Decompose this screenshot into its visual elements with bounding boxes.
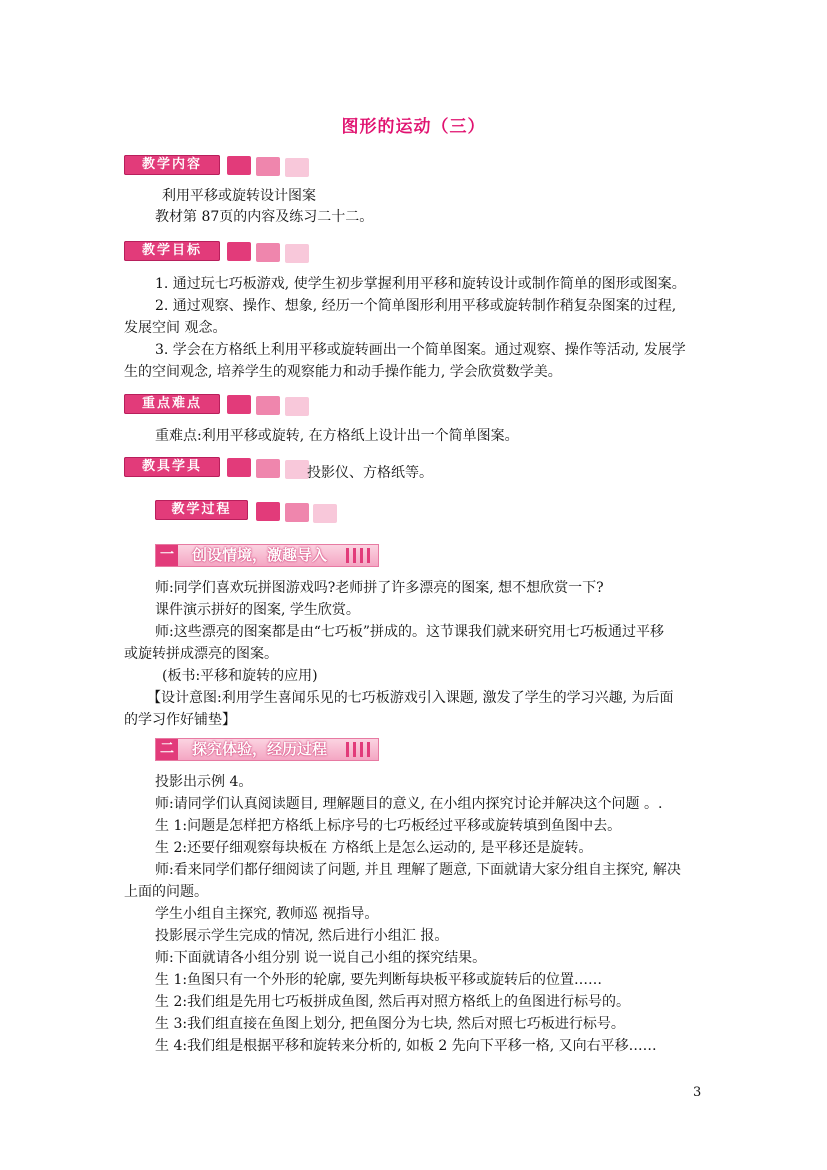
process-line: 生 4:我们组是根据平移和旋转来分析的, 如板 2 先向下平移一格, 又向右平移…… (155, 1038, 657, 1054)
goal-line: 生的空间观念, 培养学生的观察能力和动手操作能力, 学会欣赏数学美。 (124, 364, 562, 380)
process-line: 上面的问题。 (124, 884, 208, 900)
decor-bars (346, 548, 374, 563)
process-line: 生 3:我们组直接在鱼图上划分, 把鱼图分为七块, 然后对照七巧板进行标号。 (155, 1016, 625, 1032)
process-line: 师:这些漂亮的图案都是由“七巧板”拼成的。这节课我们就来研究用七巧板通过平移 (155, 624, 665, 640)
process-line: 投影展示学生完成的情况, 然后进行小组汇 报。 (155, 928, 449, 944)
process-line: 师:下面就请各小组分别 说一说自己小组的探究结果。 (155, 950, 487, 966)
step-number: 一 (156, 545, 178, 566)
process-line: 的学习作好铺垫】 (124, 712, 236, 728)
decor-square (313, 504, 337, 523)
page-title: 图形的运动（三） (341, 117, 486, 137)
goal-line: 2. 通过观察、操作、想象, 经历一个简单图形利用平移或旋转制作稍复杂图案的过程, (155, 298, 677, 314)
process-line: 师:同学们喜欢玩拼图游戏吗?老师拼了许多漂亮的图案, 想不想欣赏一下? (155, 580, 604, 596)
decor-square (256, 459, 280, 478)
step-banner-1 (155, 544, 379, 567)
section-label-process: 教学过程 (155, 500, 248, 520)
decor-square (285, 158, 309, 177)
section-label-tools: 教具学具 (124, 457, 220, 477)
decor-square (285, 503, 309, 522)
process-line: 【设计意图:利用学生喜闻乐见的七巧板游戏引入课题, 激发了学生的学习兴趣, 为后面 (147, 690, 674, 706)
process-line: 课件演示拼好的图案, 学生欣赏。 (155, 602, 360, 618)
process-line: (板书:平移和旋转的应用) (162, 668, 318, 684)
tools-text: 投影仪、方格纸等。 (307, 465, 433, 481)
decor-square (285, 244, 309, 263)
decor-square (256, 396, 280, 415)
section-label-keypoints: 重点难点 (124, 394, 220, 414)
process-line: 生 1:鱼图只有一个外形的轮廓, 要先判断每块板平移或旋转后的位置…… (155, 972, 602, 988)
process-line: 师:请同学们认真阅读题目, 理解题目的意义, 在小组内探究讨论并解决这个问题 。. (155, 796, 663, 812)
process-line: 投影出示例 4。 (155, 774, 253, 790)
content-line: 教材第 87页的内容及练习二十二。 (155, 209, 374, 225)
decor-square (256, 157, 280, 176)
process-line: 生 2:我们组是先用七巧板拼成鱼图, 然后再对照方格纸上的鱼图进行标号的。 (155, 994, 630, 1010)
decor-square (285, 397, 309, 416)
goal-line: 3. 学会在方格纸上利用平移或旋转画出一个简单图案。通过观察、操作等活动, 发展学 (155, 342, 686, 358)
step-banner-2 (155, 738, 379, 761)
process-line: 学生小组自主探究, 教师巡 视指导。 (155, 906, 379, 922)
decor-square (285, 460, 309, 479)
decor-square (256, 502, 280, 521)
goal-line: 1. 通过玩七巧板游戏, 使学生初步掌握利用平移和旋转设计或制作简单的图形或图案。 (155, 276, 686, 292)
decor-square (227, 242, 251, 261)
step-number: 二 (156, 739, 178, 760)
decor-square (227, 395, 251, 414)
decor-square (227, 458, 251, 477)
keypoint-line: 重难点:利用平移或旋转, 在方格纸上设计出一个简单图案。 (155, 428, 519, 444)
decor-square (227, 156, 251, 175)
step-title: 创设情境，激趣导入 (192, 546, 328, 564)
step-title: 探究体验，经历过程 (192, 740, 328, 758)
process-line: 师:看来同学们都仔细阅读了问题, 并且 理解了题意, 下面就请大家分组自主探究, 解决 (155, 862, 681, 878)
page-number: 3 (693, 1085, 702, 1100)
content-line: 利用平移或旋转设计图案 (162, 188, 316, 204)
goal-line: 发展空间 观念。 (124, 320, 227, 336)
process-line: 或旋转拼成漂亮的图案。 (124, 646, 278, 662)
decor-square (256, 243, 280, 262)
section-label-goals: 教学目标 (124, 241, 220, 261)
decor-bars (346, 742, 374, 757)
process-line: 生 2:还要仔细观察每块板在 方格纸上是怎么运动的, 是平移还是旋转。 (155, 840, 593, 856)
section-label-content: 教学内容 (124, 155, 220, 175)
process-line: 生 1:问题是怎样把方格纸上标序号的七巧板经过平移或旋转填到鱼图中去。 (155, 818, 622, 834)
